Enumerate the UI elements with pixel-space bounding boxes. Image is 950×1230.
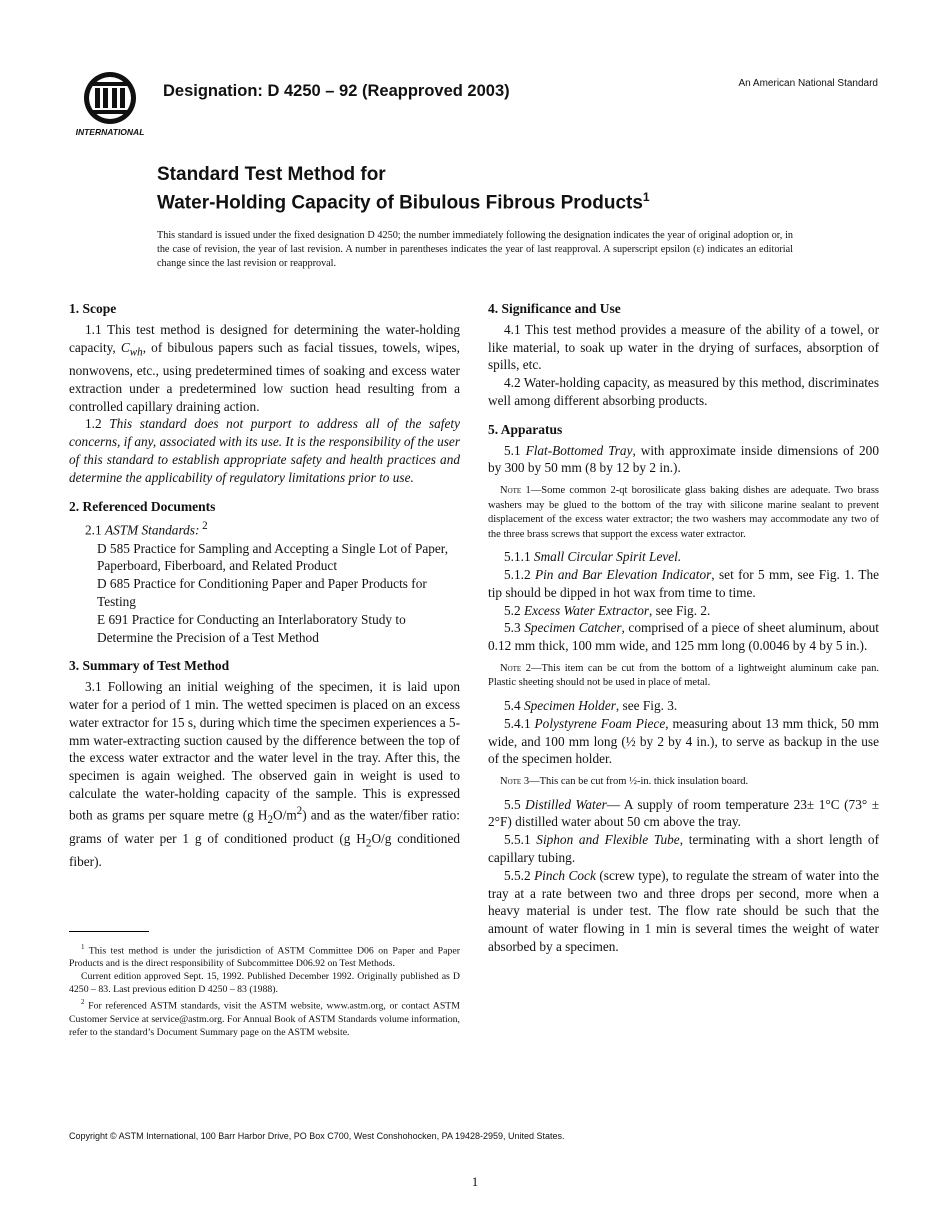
- footnote-divider: [69, 931, 149, 932]
- reference-e691: [69, 611, 460, 647]
- num: 5.4: [504, 697, 524, 713]
- footnote-1-text: This test method is under the jurisdiction of ASTM Committee D06 on Paper and Paper Products and is the direct responsibility of Subcommittee D06.92 on Test Methods.: [69, 945, 460, 970]
- ref-text: Practice for Conditioning Paper and Paper Products for Testing: [97, 576, 427, 610]
- para-3-1-d: O/g conditioned fiber).: [69, 830, 460, 870]
- term: Excess Water Extractor: [523, 602, 650, 618]
- footnote-mark-2: 2: [199, 520, 208, 533]
- section-2-heading: 2. Referenced Documents: [69, 498, 216, 514]
- para-1-1-a: 1.1 This test method is designed for determining the water-holding capacity,: [69, 321, 460, 355]
- note-text: —This item can be cut from the bottom of a lightweight aluminum cake pan. Plastic sheeting should not be used in place of metal.: [488, 662, 879, 689]
- num: 5.5.2: [504, 867, 535, 883]
- note-text: —This can be cut from ½-in. thick insulation board.: [529, 776, 749, 788]
- para-4-2: 4.2 Water-holding capacity, as measured by this method, discriminates well among different absorbing products.: [488, 375, 879, 408]
- text: , with approximate inside dimensions of 200 by 300 by 50 mm (8 by 12 by 2 in.).: [488, 442, 879, 476]
- para-2-1-num: 2.1: [85, 522, 105, 538]
- astm-standards-label: ASTM Standards:: [104, 522, 200, 538]
- symbol-wh: wh: [129, 346, 143, 359]
- num: 5.5.1: [504, 832, 537, 848]
- text: , see Fig. 3.: [615, 697, 678, 713]
- symbol-c: C: [120, 339, 130, 355]
- national-standard-label: An American National Standard: [738, 78, 878, 89]
- left-column: [69, 300, 460, 871]
- para-5-5-2: [488, 867, 879, 956]
- num: 5.1: [504, 442, 526, 458]
- note-number: 1: [521, 485, 531, 497]
- logo-text: INTERNATIONAL: [75, 127, 145, 137]
- note-1: [488, 484, 879, 542]
- title-line-1: Standard Test Method for: [157, 164, 386, 185]
- para-5-1: [488, 442, 879, 478]
- term: Specimen Holder: [523, 697, 616, 713]
- para-1-2-num: 1.2: [85, 416, 110, 432]
- standard-intro: This standard is issued under the fixed designation D 4250; the number immediately following the designation indicates the year of original adoption or, in the case of revision, the year of last revision. A number in parentheses indicates the year of last reapproval. A superscript epsilon (ε) indicates an editorial change since the last revision or reapproval.: [157, 230, 793, 269]
- section-5-heading: 5. Apparatus: [488, 421, 563, 437]
- term: Specimen Catcher: [524, 620, 622, 636]
- ref-text: Practice for Conducting an Interlaboratory Study to Determine the Precision of a Test Method: [97, 611, 406, 645]
- footnotes: [69, 941, 460, 1039]
- term: Siphon and Flexible Tube: [536, 832, 680, 848]
- para-5-4: [488, 697, 879, 715]
- footnote-2: [69, 996, 460, 1038]
- para-3-1-a: 3.1 Following an initial weighing of the specimen, it is laid upon water for a period of 1 min. The wetted specimen is placed on an excess water extractor for 15 s, during which time the specimen experiences a 5-mm water-extracting suction caused by the difference between the top of the excess water extractor and the water level in the tray. After this, the specimen is again weighed. The observed gain in weight is used to calculate the water-holding capacity of the sample. This is expressed both as grams per square metre (g H: [69, 679, 460, 823]
- ref-code: D 685: [97, 576, 130, 592]
- para-5-3: [488, 619, 879, 655]
- title-line-2: [157, 186, 650, 214]
- num: 5.1.2: [504, 566, 535, 582]
- note-number: 2: [521, 662, 531, 674]
- text: , set for 5 mm, see Fig. 1. The tip should be dipped in hot wax from time to time.: [488, 566, 880, 600]
- footnote-2-mark: 2: [81, 998, 85, 1007]
- section-4-heading: 4. Significance and Use: [488, 301, 621, 316]
- astm-logo: [70, 68, 150, 138]
- para-5-2: [488, 602, 879, 620]
- para-5-5: [488, 796, 879, 832]
- footnote-1-mark: 1: [81, 943, 85, 951]
- sup-2: 2: [296, 804, 303, 817]
- note-3: [488, 775, 879, 790]
- right-column: [488, 300, 879, 956]
- footnote-2-text: For referenced ASTM standards, visit the ASTM website, www.astm.org, or contact ASTM Customer Service at service@astm.org. For Annual Book of ASTM Standards volume information, refer to the standard’s Document Summary page on the ASTM website.: [69, 1000, 460, 1038]
- copyright-notice: Copyright © ASTM International, 100 Barr Harbor Drive, PO Box C700, West Conshohocken, PA 19428-2959, United States.: [69, 1131, 565, 1141]
- para-5-1-1: [488, 548, 879, 566]
- page-number: 1: [471, 1174, 479, 1189]
- title-footnote-mark: 1: [642, 190, 650, 204]
- sub-2: 2: [365, 837, 372, 850]
- document-title: [157, 163, 650, 214]
- section-1-heading: 1. Scope: [69, 301, 117, 316]
- ref-text: Practice for Sampling and Accepting a Single Lot of Paper, Paperboard, Fiberboard, and Related Product: [97, 540, 449, 574]
- para-2-1: [69, 518, 460, 539]
- note-number: 3: [521, 776, 530, 788]
- ref-code: D 585: [97, 540, 130, 556]
- text: — A supply of room temperature 23± 1°C (73° ± 2°F) distilled water about 50 cm above the tray.: [488, 796, 879, 830]
- safety-statement: This standard does not purport to address all of the safety concerns, if any, associated with its use. It is the responsibility of the user of this standard to establish appropriate safety and health practices and determine the applicability of regulatory limitations prior to use.: [69, 416, 460, 485]
- footnote-1-edition: Current edition approved Sept. 15, 1992. Published December 1992. Originally published as D 4250 – 83. Last previous edition D 4250 – 83 (1988).: [69, 971, 460, 996]
- term: Small Circular Spirit Level.: [533, 549, 682, 565]
- term: Polystyrene Foam Piece: [534, 715, 666, 731]
- sub-2: 2: [267, 813, 274, 826]
- text: , comprised of a piece of sheet aluminum, about 0.12 mm thick, 100 mm wide, and 125 mm long (0.0046 by 4 by 5 in.).: [488, 620, 879, 654]
- num: 5.5: [504, 796, 526, 812]
- section-3-heading: 3. Summary of Test Method: [69, 658, 230, 674]
- text: (screw type), to regulate the stream of water into the tray at a rate between two and three drops per second, more when a heavy material is under test. The flow rate should be such that the amount of water flowing in 1 min is several times the weight of water absorbed by a specimen.: [488, 867, 879, 955]
- para-1-1: [69, 321, 460, 416]
- reference-d685: [69, 575, 460, 611]
- note-text: —Some common 2-qt borosilicate glass baking dishes are adequate. Two brass washers may be glued to the bottom of the tray with silicone marine sealant to prevent displacement of the excess water extractor; the two washers may accommodate any two of the three brass screws that support the excess water extractor.: [488, 485, 880, 540]
- term: Distilled Water: [525, 796, 607, 812]
- note-2: [488, 662, 879, 691]
- designation: Designation: D 4250 – 92 (Reapproved 2003): [163, 82, 510, 100]
- ref-code: E 691: [97, 611, 129, 627]
- para-5-1-2: [488, 566, 879, 602]
- footnote-1: [69, 941, 460, 970]
- para-5-5-1: [488, 831, 879, 867]
- num: 5.3: [504, 620, 525, 636]
- text: , see Fig. 2.: [649, 602, 711, 618]
- num: 5.1.1: [504, 549, 534, 565]
- term: Flat-Bottomed Tray: [525, 442, 633, 458]
- para-3-1-b: O/m: [273, 807, 297, 823]
- para-1-2: [69, 415, 460, 486]
- term: Pin and Bar Elevation Indicator: [534, 566, 712, 582]
- title-line-2-text: Water-Holding Capacity of Bibulous Fibrous Products: [157, 192, 643, 214]
- text: , measuring about 13 mm thick, 50 mm wide, and 100 mm long (½ by 2 by 4 in.), to serve as backup in the use of the specimen holder.: [488, 715, 880, 767]
- text: , terminating with a short length of capillary tubing.: [488, 832, 880, 866]
- reference-d585: [69, 540, 460, 576]
- note-word: Note: [500, 776, 522, 788]
- term: Pinch Cock: [534, 867, 596, 883]
- note-word: Note: [500, 485, 522, 497]
- para-3-1: [69, 678, 460, 871]
- para-3-1-c: ) and as the water/fiber ratio: grams of water per 1 g of conditioned product (g H: [69, 807, 460, 846]
- para-5-4-1: [488, 715, 879, 768]
- note-word: Note: [500, 662, 522, 674]
- para-1-1-b: , of bibulous papers such as facial tissues, towels, wipes, nonwovens, etc., using predetermined times of soaking and excess water extraction under a predetermined low suction head resulting from a controlled capillary draining action.: [69, 339, 460, 414]
- num: 5.4.1: [504, 715, 535, 731]
- num: 5.2: [504, 602, 524, 618]
- para-4-1: 4.1 This test method provides a measure of the ability of a towel, or like material, to soak up water in the drying of surfaces, absorption of spills, etc.: [488, 321, 879, 373]
